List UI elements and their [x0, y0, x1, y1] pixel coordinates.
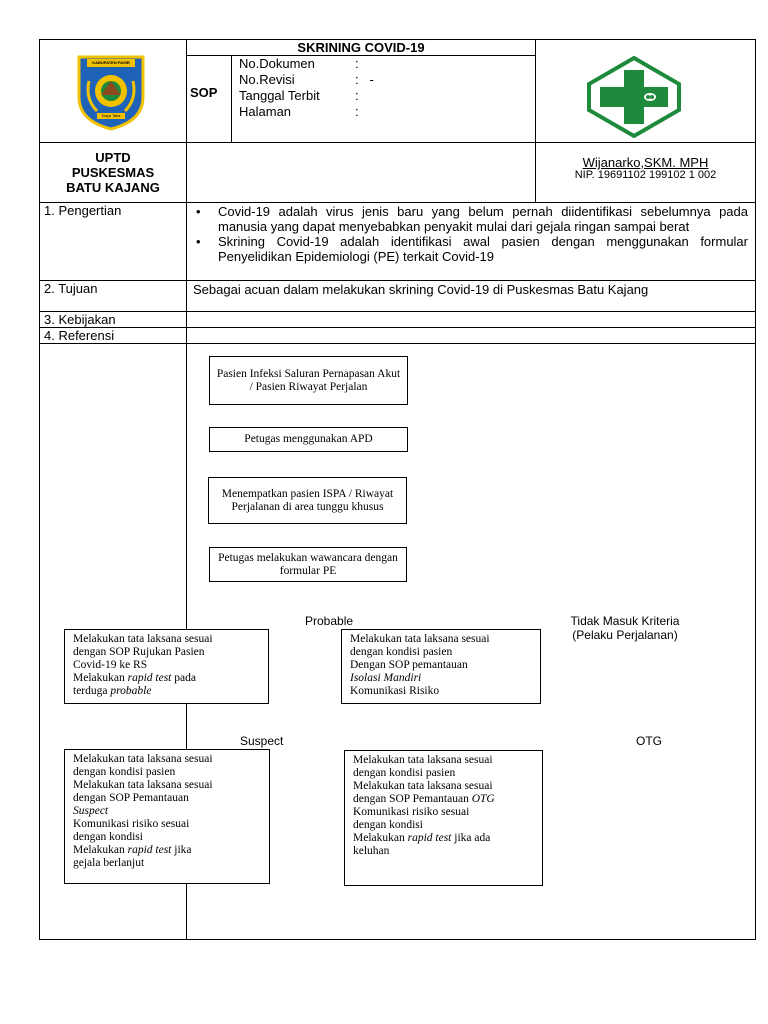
field-halaman-label: Halaman	[239, 104, 292, 119]
box-tidak-masuk-kriteria: Melakukan tata laksana sesuai dengan kondisi pasien Dengan SOP pemantauan Isolasi Mandiri Komunikasi Risiko	[341, 629, 541, 704]
org-line-3: BATU KAJANG	[66, 180, 160, 195]
field-no-dokumen-value: :	[355, 56, 359, 71]
field-no-revisi-value: : -	[355, 72, 374, 87]
pengertian-point-1: • Covid-19 adalah virus jenis baru yang belum pernah diidentifikasi sebelumnya pada manusia yang dapat menyebabkan penyakit mulai dari gejala ringan sampai berat	[188, 204, 748, 234]
flow-step-3: Menempatkan pasien ISPA / Riwayat Perjalanan di area tunggu khusus	[208, 477, 407, 524]
tujuan-text: Sebagai acuan dalam melakukan skrining Covid-19 di Puskesmas Batu Kajang	[193, 282, 649, 297]
signer-nip: NIP. 19691102 199102 1 002	[574, 169, 717, 181]
sop-label: SOP	[190, 85, 218, 100]
box-probable: Melakukan tata laksana sesuai dengan SOP Rujukan Pasien Covid-19 ke RS Melakukan rapid test pada terduga probable	[64, 629, 269, 704]
field-halaman-value: :	[355, 104, 359, 119]
flow-step-2: Petugas menggunakan APD	[209, 427, 408, 452]
field-no-dokumen-label: No.Dokumen	[239, 56, 315, 71]
document-title: SKRINING COVID-19	[297, 40, 425, 55]
kabupaten-logo	[75, 51, 147, 131]
row-tujuan-label: 2. Tujuan	[44, 281, 98, 296]
field-tanggal-terbit-label: Tanggal Terbit	[239, 88, 320, 103]
flow-step-1: Pasien Infeksi Saluran Pernapasan Akut / Pasien Riwayat Perjalan	[209, 356, 408, 405]
row-kebijakan-label: 3. Kebijakan	[44, 312, 116, 327]
field-tanggal-terbit-value: :	[355, 88, 359, 103]
label-probable: Probable	[305, 614, 354, 628]
pengertian-points	[188, 204, 748, 264]
label-otg: OTG	[636, 734, 662, 748]
pengertian-point-2: • Skrining Covid-19 adalah identifikasi awal pasien dengan menggunakan formular Penyelidikan Epidemiologi (PE) terkait Covid-19	[188, 234, 748, 264]
org-line-2: PUSKESMAS	[71, 165, 155, 180]
org-line-1: UPTD	[95, 150, 131, 165]
organization-name	[40, 150, 186, 195]
field-no-revisi-label: No.Revisi	[239, 72, 295, 87]
box-otg: Melakukan tata laksana sesuai dengan kondisi pasien Melakukan tata laksana sesuai dengan SOP Pemantauan OTG Komunikasi risiko sesuai dengan kondisi Melakukan rapid test jika ada keluhan	[344, 750, 543, 886]
signer-name: Wijanarko,SKM. MPH	[582, 155, 709, 170]
flow-step-4: Petugas melakukan wawancara dengan formular PE	[209, 547, 407, 582]
puskesmas-logo	[586, 56, 682, 138]
label-tidak-masuk: Tidak Masuk Kriteria (Pelaku Perjalanan)	[570, 614, 680, 642]
row-referensi-label: 4. Referensi	[44, 328, 115, 343]
row-pengertian-label: 1. Pengertian	[44, 203, 122, 218]
label-suspect: Suspect	[240, 734, 284, 748]
kabupaten-logo-motto: Daya Taka	[101, 113, 121, 118]
kabupaten-logo-text: KABUPATEN PASIR	[92, 60, 130, 65]
box-suspect: Melakukan tata laksana sesuai dengan kondisi pasien Melakukan tata laksana sesuai dengan SOP Pemantauan Suspect Komunikasi risiko sesuai dengan kondisi Melakukan rapid test jika gejala berlanjut	[64, 749, 270, 884]
